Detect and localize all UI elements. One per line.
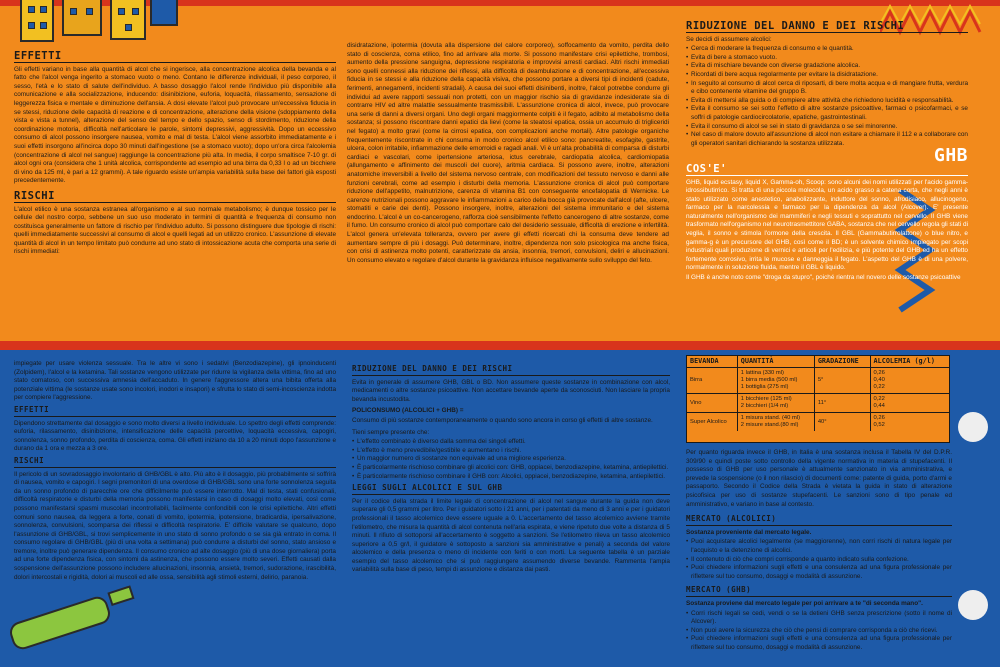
- effetti-text: Gli effetti variano in base alla quantità di alcol che si ingerisce, alla concentrazione alcolica della bevanda e al fatto che l'alcol venga ingerito a stomaco vuoto o meno. Contano le differenze individuali, il peso corporeo, il sesso, l'età e lo stato di salute dell'individuo. A basso dosaggio l'alcol rende l'individuo più disponibile alla comunicazione e alla socializzazione, inducendo: disinibizione, euforia, loquacità, rilassamento, sensazione di leggerezza fisica e mentale e diminuzione dell'ansia. A dosi elevate l'alcol può provocare un'eccessiva fiducia in se stessi, riduzione delle capacità di reazione e di concentrazione, alterazione della visione (sdoppiamento della vista e vista a tunnel), alterazione del senso del tempo e dello spazio, senso di stordimento, riduzione della coordinazione motoria, difficoltà nell'articolare le parole, sintomi depressivi, aggressività. Dopo un eccessivo consumo di alcol possono insorgere nausea, vomito e mal di testa. L'alcol viene assorbito immediatamente e i suoi effetti insorgono all'incirca dopo 30 minuti dall'ingestione (se a stomaco vuoto); dopo un'ora circa l'alcolemia (concentrazione di alcol nel sangue) raggiunge la concentrazione più alta. In media, il corpo smaltisce 7-10 gr. di alcol ogni ora (considera che 1 unità alcolica, corrispondente ad esempio ad una birra da 0,33 l o ad un bicchiere di vino da 125 ml, è pari a 12 grammi). A tale riguardo esiste un'ampia variabilità sulla base dei fattori già esposti precedentemente.: [14, 65, 336, 185]
- bottle-illustration: [0, 570, 140, 667]
- divider-stripe: [0, 341, 1000, 350]
- section-title-leggi: LEGGI SUGLI ALCOLICI E SUL GHB: [352, 484, 670, 495]
- table-row: [687, 394, 949, 413]
- mercato-ghb-subtitle: Sostanza proviene dal mercato legale per poi arrivare a te "di seconda mano".: [686, 599, 923, 607]
- column-alcol-effetti: [14, 52, 336, 258]
- section-title-mercato-ghb: MERCATO (GHB): [686, 586, 952, 597]
- rischi-continued-text: disidratazione, ipotermia (dovuta alla dispersione del calore corporeo), soffocamento da vomito, perdita dello stato di coscienza, coma etilico, fino ad arrivare alla morte. Si possono manifestare crisi epilettiche, trombosi, aumento della pressione sanguigna, depressione respiratoria e improvvisi arresti cardiaci. Altri rischi immediati sono quelli connessi alla riduzione dei riflessi, alla difficoltà di deambulazione e di concentrazione, all'eccessiva fiducia in se stessi e alla riduzione della capacità visiva, che possono portare a diversi tipi di incidenti (cadute, ferimenti, annegamenti, incidenti stradali). A causa dei suoi effetti disinibenti, inoltre, l'alcol potrebbe condurre gli individui ad avere rapporti sessuali non protetti, con un maggior rischio sia di gravidanze indesiderate sia di contrarre HIV ed altre malattie sessualmente trasmissibili. L'assunzione cronica di alcol, invece, può provocare una serie di danni a diversi organi. Uno degli organi maggiormente colpiti è il fegato, adibito al metabolismo della sostanza; si possono riscontrare danni epatici da lievi (come la steatosi epatica, ossia un accumulo di trigliceridi nel fegato) a molto gravi (come la cirrosi epatica, con complicazioni anche mortali). Altre patologie organiche frequentemente riscontrate in chi consuma in modo cronico alcol etilico sono: pancreatite, esofagite, gastrite, ulcera, colon irritabile, infiammazione delle emorroidi e ragadi anali. Vi è un'alta probabilità di comparsa di disturbi cardiaci e vascolari, come ipertensione arteriosa, ictus cerebrale, cardiopatia alcolica, cardiomiopatia (allungamento e affinimento dei muscoli del cuore), aritmia cardiaca. Si possono avere, inoltre, alterazioni anatomiche irreversibili a livello del sistema nervoso centrale, con modificazioni del tessuto nervoso e danni alle funzioni cerebrali, come ad esempio i disturbi della memoria. L'assunzione cronica di alcol può comportare riduzione dell'appetito, malnutrizione, carenza di vitamina B1 con conseguente encefalopatia di Wernicke. Le carenze nutrizionali possono aggravare le infiammazioni a carico della bocca già provocate dall'alcol (afte, ulcere, stomatiti e carie dei denti). Possono insorgere, inoltre, alterazioni del sistema immunitario e del sistema endocrino. L'alcol è un co-cancerogeno, rafforza cioè sensibilmente l'effetto cancerogeno di altre sostanze, come il fumo. Un consumo cronico di alcol può comportare calo del desiderio sessuale, difficoltà di erezione e infertilità. L'alcol genera un'elevata tolleranza, ovvero per avere gli effetti ricercati chi la consuma deve tendere ad aumentare sempre di più i dosaggi. Può determinare, inoltre, dipendenza non solo psicologica ma anche fisica, con crisi di astinenza molto potenti, caratterizzate da ansia, insonnia, tremori, convulsioni, deliri e allucinazioni. Un consumo elevato e regolare d'alcol durante la gravidanza influisce negativamente sullo sviluppo del feto.: [347, 42, 669, 264]
- table-row: [687, 368, 949, 394]
- circle-decoration: [958, 412, 988, 442]
- list-item: • Evita il consumo di alcol se sei in stato di gravidanza o se sei minorenne.: [686, 123, 968, 132]
- cose-text: GHB, liquid ecstasy, liquid X, Gamma-oh, Scoop: sono alcuni dei nomi utilizzati per l'acido gamma-idrossibutirrico. Si tratta di una piccola molecola, un acido grasso a catena corta, che negli anni è stato utilizzato come anestetico, anabolizzante, induttore del sonno, afrodisiaco, allucinogeno, farmaco per la narcolessia e farmaco per la dipendenza da alcol (Alcover). E' presente naturalmente nell'organismo dei mammiferi e negli tessuti e soprattutto nel cervello. Il GHB viene trasformato nell'organismo nel neurotrasmettitore GABA, sostanza che nel cervello regola gli stati di veglia, il sonno e stimola l'ormone della crescita. Il GBL (Gammabutirrolattone) o blue nitro, e gamma-g è un precursore del GHB, così come il BD; è un solvente chimico impiegato per scopi industriali quali produzione di vernici e articoli per l'edilizia, e più potente del GHB ed ha un effetto fortemente corrosivo, irrita le mucose e danneggia il fegato. L'aspetto del GHB è di una polvere, normalmente in soluzione fluida, mentre il GBL è liquido.: [686, 178, 968, 272]
- list-item: • Non puoi avere la sicurezza che ciò che pensi di comprare corrisponda a ciò che ricevi.: [686, 627, 952, 636]
- list-item: • Cerca di moderare la frequenza di consumo e le quantità.: [686, 45, 968, 54]
- tieni-title: Tieni sempre presente che:: [352, 428, 430, 436]
- mercato-alcol-subtitle: Sostanza proveniente dal mercato legale.: [686, 528, 812, 536]
- list-item: • Il contenuto di ciò che compri corrisponde a quanto indicato sulla confezione.: [686, 556, 952, 565]
- table-cell: Super Alcolico: [687, 413, 737, 432]
- list-item: • Puoi chiedere informazioni sugli effetti e una consulenza ad una figura professionale per riflettere sul tuo consumo, dosaggi e modalità di assunzione.: [686, 564, 952, 581]
- list-item: • Evita di bere a stomaco vuoto.: [686, 54, 968, 63]
- riduzione-intro: Se decidi di assumere alcolici:: [686, 35, 772, 43]
- house-illustration: [62, 0, 102, 36]
- list-item: • È particolarmente rischioso combinare il GHB con: Alcolici, oppiacei, benzodiazepine, ketamina, antiepilettici.: [352, 473, 670, 482]
- list-item: • Evita di mettersi alla guida o di compiere altre attività che richiedono lucidità e responsabilità.: [686, 97, 968, 106]
- table-cell: 1 misura stand. (40 ml) 2 misure stand.(80 ml): [737, 413, 814, 432]
- table-header-row: [687, 356, 949, 368]
- column-riduzione-leggi: [352, 362, 670, 576]
- list-item: • Un maggior numero di sostanze non equivale ad una migliore esperienza.: [352, 455, 670, 464]
- list-item: • L'effetto è meno prevedibile/gestibile e aumentano i rischi.: [352, 447, 670, 456]
- list-item: • Evita il consumo se sei sotto l'effetto di altre sostanze psicoattive, farmaci o psicofarmaci, e se soffri di patologie cardiocircolatorie, epatiche, gastrointestinali.: [686, 105, 968, 122]
- alcolemia-table: [687, 356, 949, 431]
- list-item: • È particolarmente rischioso combinare gli alcolici con: GHB, oppiacei, benzodiazepine, ketamina, antiepilettici.: [352, 464, 670, 473]
- section-title-riduzione-ghb: RIDUZIONE DEL DANNO E DEI RISCHI: [352, 365, 670, 376]
- policonsumo-text: Consumo di più sostanze contemporaneamente o quando sono ancora in corso gli effetti di altre sostanze.: [352, 416, 653, 424]
- table-cell: 0,26 0,52: [873, 415, 885, 428]
- leggi-text: Per il codice della strada il limite legale di concentrazione di alcol nel sangue durante la guida non deve superare gli 0,5 grammi per litro. Per i guidatori sotto i 21 anni, per i patentati da meno di 3 anni e per i guidatori professionali il tasso alcolemico deve essere uguale a 0. L'accertamento del tasso alcolemico avviene tramite l'etilometro, che misura la quantità di alcol contenuta nell'aria espirata, e viene ripetuto due volte a distanza di 5 minuti. Il rifiuto di sottoporsi all'accertamento è soggetto a sanzioni. Se l'etilometro rileva un tasso alcolemico superiore a 0,5 gr/l, il guidatore è sottoposto a sanzioni sia amministrative e penali) a seconda del valore alcolemico e della presenza o meno di incidente con feriti o con morti. La seguente tabella è un parziale esempio del tasso alcolemico che si può raggiungere assumendo diverse bevande. Rammenta l'ampia variabilità sulla base di peso, tempi di assunzione e distanza dai pasti.: [352, 497, 670, 574]
- section-title-riduzione: RIDUZIONE DEL DANNO E DEI RISCHI: [686, 22, 968, 33]
- section-title-rischi-ghb: RISCHI: [14, 457, 336, 468]
- section-title-effetti-ghb: EFFETTI: [14, 406, 336, 417]
- list-item: • Corri rischi legali se cedi, vendi o se la detieni GHB senza prescrizione (sotto il nome di Alcover).: [686, 610, 952, 627]
- table-cell: 5°: [814, 368, 870, 394]
- section-title-rischi: RISCHI: [14, 192, 336, 203]
- ghb-cont-text: impiegate per usare violenza sessuale. Tra le altre vi sono i sedativi (Benzodiazepine), gli ipnoinducenti (Zolpidem), l'alcol e la ketamina. Tali sostanze vengono utilizzate per ridurre la vigilanza della vittima, fino ad uno stato comatoso, con successiva amnesia dell'accaduto. In genere l'aggressore altera una bibita offerta alla potenziale vittima (le sostanze usate sono incolori, inodori e insapori) e sfrutta lo stato di semi-incoscienza indotta per compiere l'aggressione.: [14, 360, 336, 402]
- table-cell: 0,22 0,44: [870, 394, 949, 413]
- list-item: • Evita di mischiare bevande con diverse gradazione alcolica.: [686, 62, 968, 71]
- column-riduzione-ghb: [686, 22, 968, 284]
- table-cell: 1 lattina (330 ml) 1 birra media (500 ml) 1 bottiglia (275 ml): [737, 368, 814, 394]
- table-cell: 40°: [814, 413, 870, 432]
- list-item: • Nel caso di malore dovuto all'assunzione di alcol non esitare a chiamare il 112 e a collaborare con gli operatori sanitari dichiarando la sostanza utilizzata.: [686, 131, 968, 148]
- ghb-rischi-text: Il pericolo di un sovradosaggio involontario di GHB/GBL è alto. Più alto è il dosaggio, più probabilmente si soffrirà di nausea, vomito e capogiri. I segni premonitori di una overdose di GHB/GBL sono una forte sonnolenza seguita da un sonno profondo di parecchie ore che difficilmente può essere interrotto. Mal di testa, stati confusionali, difficoltà respiratorie e disturbi della memoria possono manifestarsi in caso di dosaggi molto elevati, così come possono manifestarsi spasmi muscolari incontrollabili, facilmente confondibili con le crisi epilettiche. Altri effetti comuni sono nausea, da leggera a forte, conati di vomito, ipotermia, ipotensione, bradicardia, ipersalivazione, sonnolenza, convulsioni, scomparsa dei riflessi e difficoltà respiratorie. E' difficile valutare se qualcuno, dopo l'assunzione di GHB/GBL, si trovi semplicemente in uno stato di sonno profondo o se sia già entrato in coma. Il consumo regolare di GHB/GBL (più di una volta a settimana) può condurre a disturbi del sonno, stato ansioso e tremore, inoltre può generare dipendenza. Il consumo cronico ad alte dosaggio (più di una dose giornaliera) porta ad una forte dipendenza fisica, con sintomi da astinenza, che possono essere molto severi. Effetti causati dalla sospensione dell'assunzione possono includere allucinazioni, insonnia, ansietà, tremori, sudorazione, irascibilità, dolori intercostali e rigidità, dolori ai muscoli ed alle ossa, sensibilità agli stimoli esterni, delirio, paranoia.: [14, 470, 336, 581]
- list-item: • In seguito al consumo di alcol cerca di riposarti, di bere molta acqua e di mangiare frutta, verdura e cibo contenente vitamine del gruppo B.: [686, 80, 968, 97]
- table-header: ALCOLEMIA (g/l): [870, 356, 949, 368]
- riduzione-ghb-text: Evita in generale di assumere GHB, GBL o BD. Non assumere queste sostanze in combinazione con alcol, medicamenti o altre sostanze psicoattive. Non accettare bevande aperte da sconosciuti. Non lasciare la propria bevanda incustodita.: [352, 378, 670, 403]
- table-cell: 0,26 0,40 0,22: [870, 368, 949, 394]
- alcolemia-table-box: [686, 355, 950, 443]
- section-title-cose: COS'E': [686, 165, 968, 176]
- table-cell: 11°: [814, 394, 870, 413]
- table-row: [687, 413, 949, 432]
- list-item: • Ricordati di bere acqua regolarmente per evitare la disidratazione.: [686, 71, 968, 80]
- cose-note: Il GHB è anche noto come "droga da stupro", poiché rientra nel novero delle sostanze psicoattive: [686, 274, 961, 282]
- rischi-text: L'alcol etilico è una sostanza estranea all'organismo e al suo normale metabolismo; è dunque tossico per le cellule del nostro corpo, sebbene un suo uso moderato in termini di quantità e frequenza di consumo non costituisca generalmente un fattore di rischio per l'individuo adulto. Si possono distinguere due tipologie di rischi: quelli immediatamente successivi al consumo di alcol e quelli legati ad un utilizzo cronico. L'assunzione di elevate quantità di alcol in un tempo limitato può condurre ad uno stato di intossicazione acuta che comporta una serie di rischi immediati:: [14, 205, 336, 256]
- riduzione-list: [686, 45, 968, 148]
- table-header: QUANTITÀ: [737, 356, 814, 368]
- column-alcol-rischi-cont: [347, 42, 669, 266]
- ghb-heading: GHB: [933, 145, 968, 167]
- policonsumo-title: POLICONSUMO (ALCOLICI + GHB) =: [352, 407, 464, 415]
- column-legge-mercato: [686, 449, 952, 652]
- table-header: BEVANDA: [687, 356, 737, 368]
- ghb-effetti-text: Dipendono strettamente dal dosaggio e sono molto diversi a livello individuale. Lo spettro degli effetti comprende: euforia, rilassamento, disinibizione, intensificazione delle capacità percettive, loquacità eccessiva, capogiri, sonnolenza, sonno profondo, perdita di coscienza, coma. Gli effetti iniziano da 10 a 20 minuti dopo l'assunzione e durano da 1 ora e mezza a 3 ore.: [14, 419, 336, 453]
- table-cell: 1 bicchiere (125 ml) 2 bicchieri (1/4 ml): [737, 394, 814, 413]
- mercato-ghb-list: [686, 610, 952, 653]
- tieni-list: [352, 438, 670, 481]
- legge-ghb-text: Per quanto riguarda invece il GHB, in Italia è una sostanza inclusa il Tabella IV del D.P.R. 309/90 e quindi poste sotto controllo della vigente normativa in materia di stupefacenti. Il possesso di GHB per uso personale è attualmente sanzionato in via amministrativa, e prevede la sospensione (o il non rilascio) di documenti come: patente di guida, porto d'armi e passaporto. Secondo il Codice della Strada è vietata la guida in stato di alterazione psicofisica per uso di sostanze stupefacenti. Le sanzioni sono di tipo penale ed amministrativo, e variano in base al contesto.: [686, 449, 952, 508]
- table-cell: Birra: [687, 368, 737, 394]
- table-cell: Vino: [687, 394, 737, 413]
- table-header: GRADAZIONE: [814, 356, 870, 368]
- mercato-alcol-list: [686, 538, 952, 581]
- section-title-mercato-alcol: MERCATO (ALCOLICI): [686, 515, 952, 526]
- house-illustration: [110, 0, 146, 40]
- list-item: • Puoi chiedere informazioni sugli effetti e una consulenza ad una figura professionale per riflettere sul tuo consumo, dosaggi e modalità di assunzione.: [686, 635, 952, 652]
- list-item: • L'effetto combinato è diverso dalla somma dei singoli effetti.: [352, 438, 670, 447]
- list-item: • Puoi acquistare alcolici legalmente (se maggiorenne), non corri rischi di natura legale per l'acquisto e la detenzione di alcolici.: [686, 538, 952, 555]
- house-illustration: [20, 0, 54, 42]
- circle-decoration: [958, 590, 988, 620]
- column-ghb-rischi: [14, 360, 336, 583]
- house-illustration: [150, 0, 178, 26]
- section-title-effetti: EFFETTI: [14, 52, 336, 63]
